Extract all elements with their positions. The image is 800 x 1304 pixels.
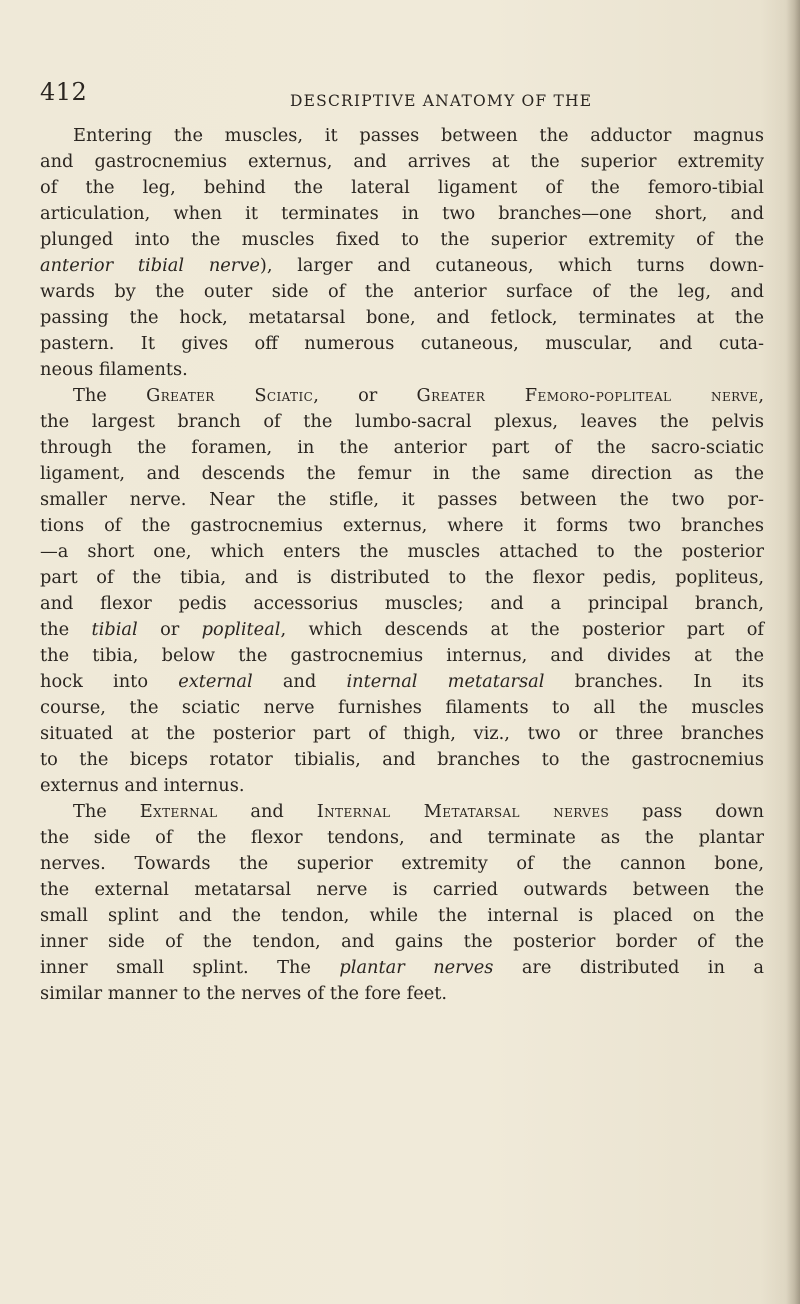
text-run: , or — [313, 385, 417, 406]
text-line: tions of the gastrocnemius externus, where it forms two branches — [40, 515, 764, 536]
text-line: the external metatarsal nerve is carried outwards between the — [40, 879, 764, 900]
text-line: ligament, and descends the femur in the same direction as the — [40, 463, 764, 484]
italic-term: external — [178, 671, 253, 692]
text-line: the side of the flexor tendons, and terminate as the plantar — [40, 827, 764, 848]
text-line: neous filaments. — [40, 359, 188, 380]
text-run: the — [40, 619, 92, 640]
text-line: similar manner to the nerves of the fore feet. — [40, 983, 448, 1004]
text-line: the tibia, below the gastrocnemius internus, and divides at the — [40, 645, 764, 666]
small-caps-term: External — [139, 801, 218, 822]
text-line: small splint and the tendon, while the internal is placed on the — [40, 905, 764, 926]
italic-term: plantar nerves — [339, 957, 494, 978]
text-run: hock into — [40, 671, 179, 692]
text-line: externus and internus. — [40, 775, 245, 796]
italic-term: tibial — [91, 619, 138, 640]
small-caps-term: Internal Metatarsal nerves — [316, 801, 610, 822]
text-line: of the leg, behind the lateral ligament of the femoro-tibial — [40, 177, 764, 198]
italic-term: anterior tibial nerve — [40, 255, 260, 276]
text-line: Entering the muscles, it passes between the adductor magnus — [73, 125, 764, 146]
text-line: pastern. It gives off numerous cutaneous, muscular, and cuta- — [40, 333, 764, 354]
text-run: , which descends at the posterior part of — [280, 619, 765, 640]
text-line: wards by the outer side of the anterior surface of the leg, and — [40, 281, 764, 302]
text-run: and — [217, 801, 317, 822]
body-text — [40, 123, 764, 1007]
text-run: , — [758, 385, 764, 406]
text-run: are distributed in a — [493, 957, 764, 978]
text-line — [40, 669, 764, 695]
running-head: DESCRIPTIVE ANATOMY OF THE — [290, 92, 593, 110]
text-line — [40, 383, 764, 409]
text-line: and flexor pedis accessorius muscles; and a principal branch, — [40, 593, 764, 614]
text-line: —a short one, which enters the muscles attached to the posterior — [40, 541, 764, 562]
text-line — [40, 617, 764, 643]
page-number: 412 — [40, 78, 88, 106]
text-run: or — [137, 619, 202, 640]
text-run: The — [73, 385, 147, 406]
text-line: and gastrocnemius externus, and arrives at the superior extremity — [40, 151, 764, 172]
text-line — [40, 253, 764, 279]
text-line: inner side of the tendon, and gains the posterior border of the — [40, 931, 764, 952]
text-line: articulation, when it terminates in two branches—one short, and — [40, 203, 764, 224]
page-edge-shadow — [786, 0, 800, 1304]
text-line — [40, 799, 764, 825]
text-line: through the foramen, in the anterior part of the sacro-sciatic — [40, 437, 764, 458]
text-line: nerves. Towards the superior extremity of the cannon bone, — [40, 853, 764, 874]
small-caps-term: Greater Sciatic — [146, 385, 314, 406]
text-line: course, the sciatic nerve furnishes filaments to all the muscles — [40, 697, 764, 718]
text-run: ), larger and cutaneous, which turns down- — [259, 255, 764, 276]
text-line: plunged into the muscles fixed to the superior extremity of the — [40, 229, 764, 250]
text-line: the largest branch of the lumbo-sacral plexus, leaves the pelvis — [40, 411, 764, 432]
text-run: and — [252, 671, 347, 692]
italic-term: popliteal — [201, 619, 281, 640]
text-run: inner small splint. The — [40, 957, 340, 978]
text-line — [40, 955, 764, 981]
text-line: passing the hock, metatarsal bone, and fetlock, terminates at the — [40, 307, 764, 328]
page-header — [40, 78, 760, 118]
text-line: to the biceps rotator tibialis, and branches to the gastrocnemius — [40, 749, 764, 770]
text-line: smaller nerve. Near the stifle, it passes between the two por- — [40, 489, 764, 510]
small-caps-term: Greater Femoro-popliteal nerve — [416, 385, 759, 406]
text-run: branches. In its — [544, 671, 764, 692]
italic-term: internal metatarsal — [346, 671, 545, 692]
text-line: part of the tibia, and is distributed to the flexor pedis, popliteus, — [40, 567, 764, 588]
text-run: pass down — [609, 801, 764, 822]
text-line: situated at the posterior part of thigh, viz., two or three branches — [40, 723, 764, 744]
text-run: The — [73, 801, 140, 822]
